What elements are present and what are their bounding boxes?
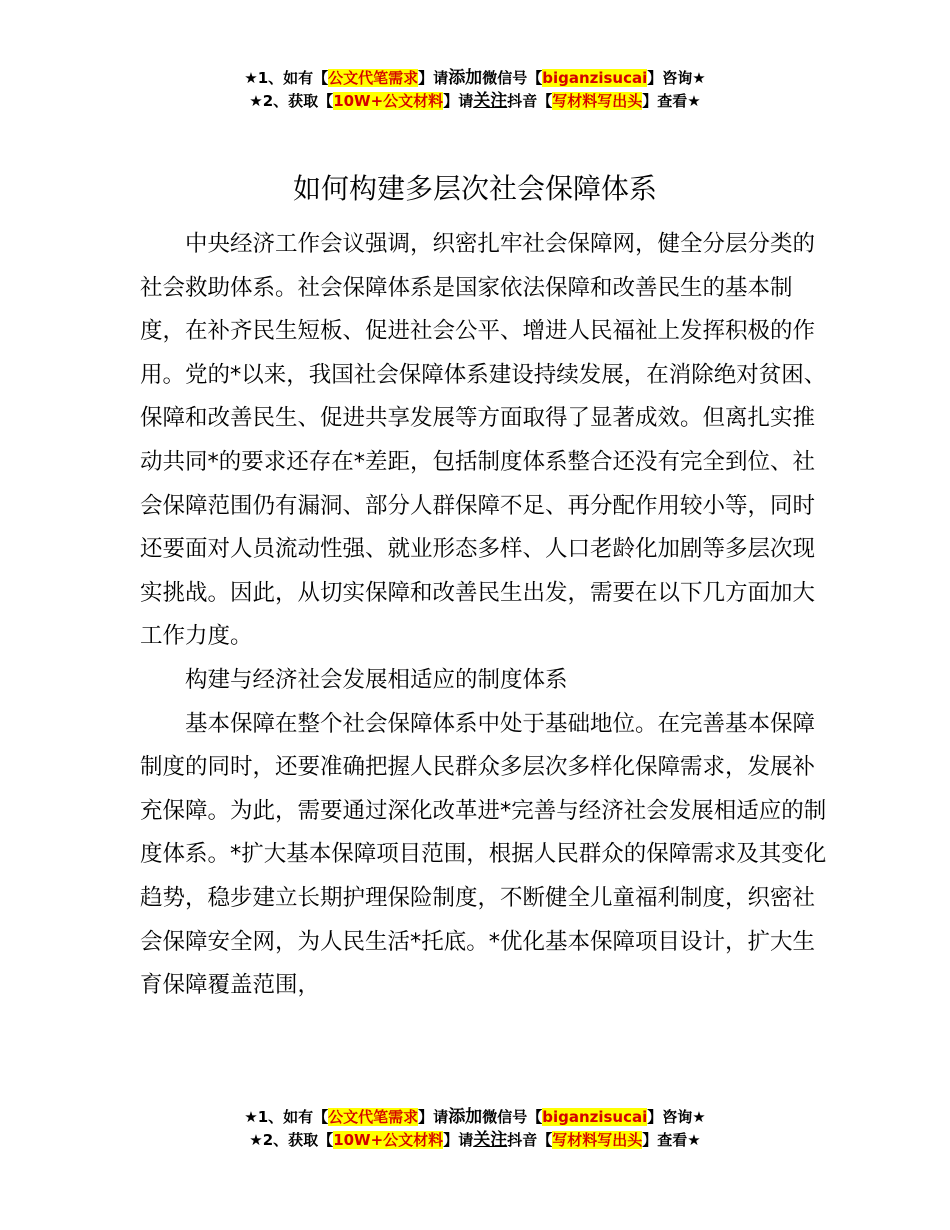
document-title: 如何构建多层次社会保障体系	[292, 172, 657, 205]
highlight-douyin-name: 写材料写出头	[552, 1131, 643, 1149]
highlight-douyin-name: 写材料写出头	[552, 92, 643, 110]
header-banner	[0, 67, 950, 113]
document-body	[140, 223, 832, 1008]
highlight-wechat-id: biganzisucai	[542, 1108, 648, 1126]
section-heading: 构建与经济社会发展相适应的制度体系	[185, 666, 568, 693]
paragraph-intro: 中央经济工作会议强调，织密扎牢社会保障网，健全分层分类的社会救助体系。社会保障体系是国家依法保障和改善民生的基本制度，在补齐民生短板、促进社会公平、增进人民福祉上发挥积极的作用。党的*以来，我国社会保障体系建设持续发展，在消除绝对贫困、保障和改善民生、促进共享发展等方面取得了显著成效。但离扎实推动共同*的要求还存在*差距，包括制度体系整合还没有完全到位、社会保障范围仍有漏洞、部分人群保障不足、再分配作用较小等，同时还要面对人员流动性强、就业形态多样、人口老龄化加剧等多层次现实挑战。因此，从切实保障和改善民生出发，需要在以下几方面加大工作力度。	[140, 231, 827, 650]
highlight-service: 公文代笔需求	[328, 1108, 419, 1126]
banner-line-2: ★2、获取【10W+公文材料】请关注抖音【写材料写出头】查看★	[249, 91, 701, 111]
banner-line-2: ★2、获取【10W+公文材料】请关注抖音【写材料写出头】查看★	[249, 1130, 701, 1150]
banner-line-1: ★1、如有【公文代笔需求】请添加微信号【biganzisucai】咨询★	[244, 68, 706, 88]
highlight-materials: 10W+公文材料	[333, 92, 444, 110]
paragraph-section-1: 基本保障在整个社会保障体系中处于基础地位。在完善基本保障制度的同时，还要准确把握人民群众多层次多样化保障需求，发展补充保障。为此，需要通过深化改革进*完善与经济社会发展相适应的制度体系。*扩大基本保障项目范围，根据人民群众的保障需求及其变化趋势，稳步建立长期护理保险制度，不断健全儿童福利制度，织密社会保障安全网，为人民生活*托底。*优化基本保障项目设计，扩大生育保障覆盖范围，	[140, 710, 827, 999]
highlight-materials: 10W+公文材料	[333, 1131, 444, 1149]
footer-banner	[0, 1106, 950, 1152]
highlight-service: 公文代笔需求	[328, 69, 419, 87]
banner-line-1: ★1、如有【公文代笔需求】请添加微信号【biganzisucai】咨询★	[244, 1107, 706, 1127]
highlight-wechat-id: biganzisucai	[542, 69, 648, 87]
